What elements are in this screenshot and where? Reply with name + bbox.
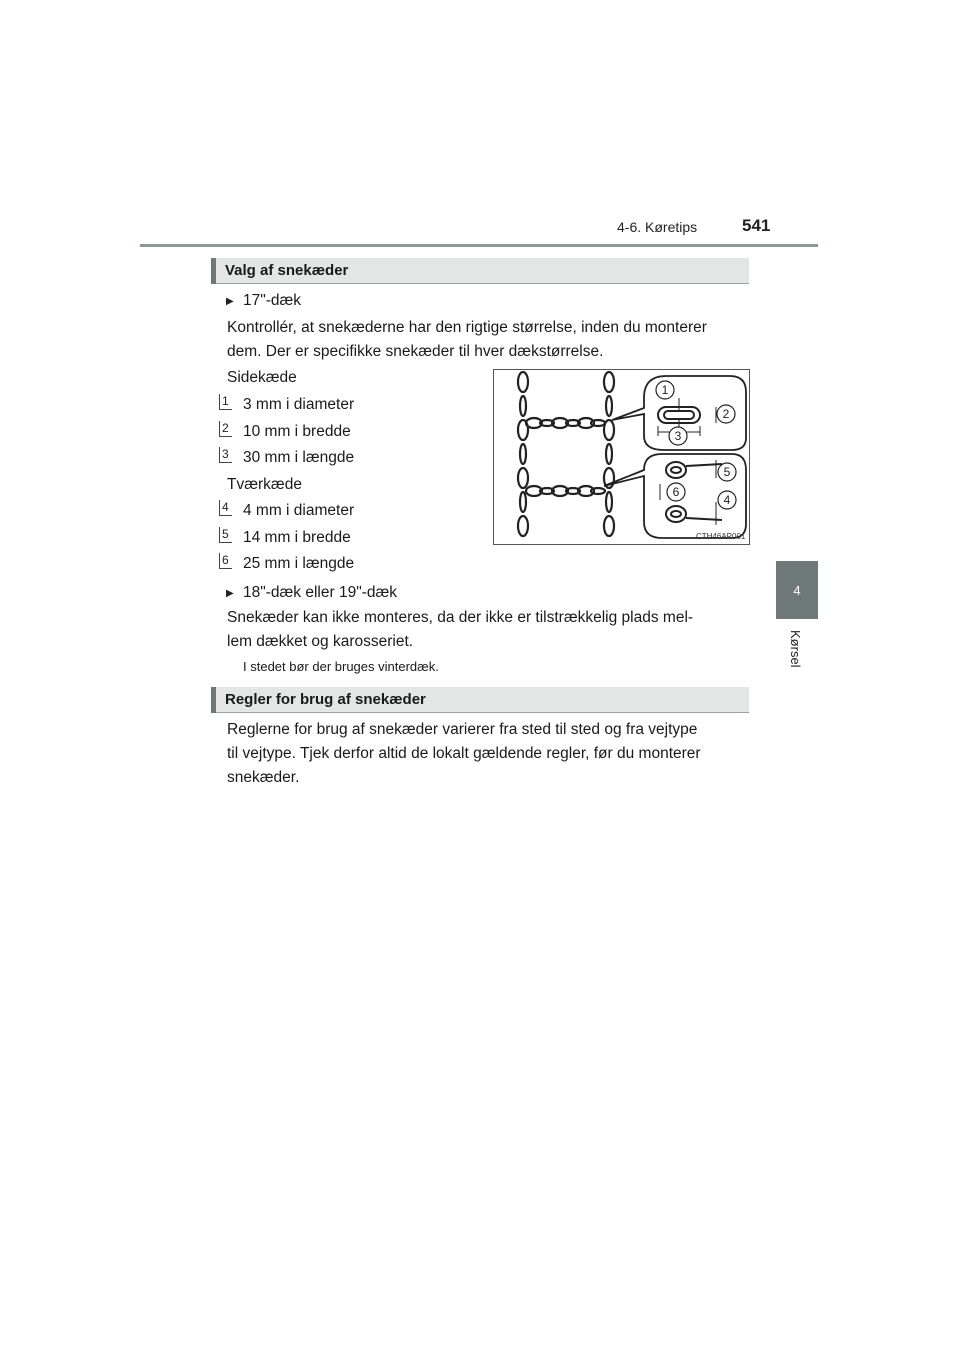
figure-code: CTH46AP001 (696, 532, 746, 541)
paragraph-line: dem. Der er specifikke snekæder til hver dækstørrelse. (227, 343, 604, 360)
snow-chain-figure (493, 369, 750, 545)
callout-1: 1 (661, 383, 669, 397)
section-header-snow-chains (211, 258, 749, 284)
callout-6: 6 (672, 485, 680, 499)
section-title: Valg af snekæder (225, 262, 349, 279)
spec-item: 4 mm i diameter (243, 502, 355, 519)
callout-3: 3 (674, 429, 682, 443)
chain-illustration (494, 370, 749, 544)
section-title: Regler for brug af snekæder (225, 691, 426, 708)
paragraph-line: Snekæder kan ikke monteres, da der ikke er tilstrækkelig plads mel- (227, 609, 694, 626)
chapter-number: 4 (793, 582, 801, 598)
item-number: 1 (219, 394, 232, 410)
spec-item: 10 mm i bredde (243, 423, 351, 440)
item-number: 4 (219, 500, 232, 516)
paragraph-line: Reglerne for brug af snekæder varierer fra sted til sted og fra vejtype (227, 721, 698, 738)
chapter-tab (776, 561, 818, 619)
triangle-bullet-icon: ▶ (226, 296, 234, 307)
item-number: 3 (219, 447, 232, 463)
item-number: 6 (219, 553, 232, 569)
paragraph-line: Kontrollér, at snekæderne har den rigtige størrelse, inden du monterer (227, 319, 707, 336)
paragraph-line: lem dækket og karosseriet. (227, 633, 414, 650)
section-header-bar (211, 258, 216, 284)
paragraph-line: til vejtype. Tjek derfor altid de lokalt gældende regler, før du monterer (227, 745, 701, 762)
page-number: 541 (742, 216, 771, 235)
item-number: 5 (219, 527, 232, 543)
spec-item: 3 mm i diameter (243, 396, 355, 413)
chapter-label-text: Kørsel (788, 630, 803, 668)
section-header-bar (211, 687, 216, 713)
section-heading: 4-6. Køretips (617, 219, 698, 235)
spec-item: 30 mm i længde (243, 449, 355, 466)
triangle-bullet-icon: ▶ (226, 588, 234, 599)
chapter-label (781, 628, 811, 682)
callout-2: 2 (722, 407, 730, 421)
header-divider (140, 244, 818, 247)
cross-chain-label: Tværkæde (227, 476, 302, 493)
item-number: 2 (219, 421, 232, 437)
spec-item: 25 mm i længde (243, 555, 355, 572)
section-header-chain-rules (211, 687, 749, 713)
side-chain-label: Sidekæde (227, 369, 297, 386)
callout-4: 4 (723, 493, 731, 507)
bullet-18-19-inch: 18"-dæk eller 19"-dæk (243, 584, 398, 601)
paragraph-line: snekæder. (227, 769, 300, 786)
bullet-17-inch: 17"-dæk (243, 292, 302, 309)
note-text: I stedet bør der bruges vinterdæk. (243, 659, 439, 674)
callout-5: 5 (723, 465, 731, 479)
spec-item: 14 mm i bredde (243, 529, 351, 546)
